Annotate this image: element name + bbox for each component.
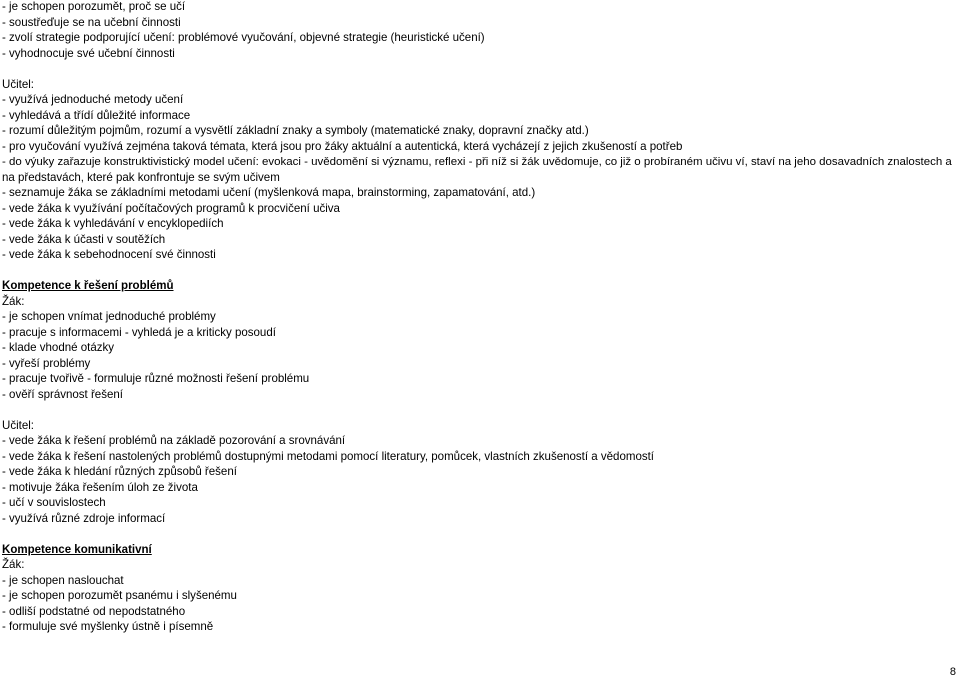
- list-item: - vede žáka k řešení nastolených problémů dostupnými metodami pomocí literatury, pomůcek, vlastních zkušeností a vědomostí: [2, 450, 655, 463]
- list-item: na představách, které pak konfrontuje se svým učivem: [2, 171, 280, 184]
- problem-teacher-label: Učitel:: [2, 419, 34, 432]
- communication-heading: Kompetence komunikativní: [2, 543, 152, 556]
- list-item: - rozumí důležitým pojmům, rozumí a vysvětlí základní znaky a symboly (matematické znaky, dopravní značky atd.): [2, 125, 589, 137]
- list-item: - je schopen porozumět psanému i slyšenému: [2, 590, 237, 602]
- section-communication: [2, 543, 958, 636]
- problem-solving-heading: Kompetence k řešení problémů: [2, 280, 174, 292]
- list-item: - motivuje žáka řešením úloh ze života: [2, 481, 198, 494]
- list-item: - formuluje své myšlenky ústně i písemně: [2, 621, 214, 633]
- section-student-learning: [2, 0, 958, 62]
- list-item: - vede žáka k využívání počítačových programů k procvičení učiva: [2, 202, 340, 215]
- section-problem-solving: [2, 279, 958, 527]
- list-item: - odliší podstatné od nepodstatného: [2, 605, 186, 618]
- list-item: - vyřeší problémy: [2, 357, 91, 370]
- document-body: [2, 0, 958, 636]
- list-item: - klade vhodné otázky: [2, 342, 115, 354]
- teacher-label: Učitel:: [2, 78, 34, 91]
- teacher-learning-list: [2, 93, 958, 264]
- problem-student-list: [2, 310, 958, 403]
- list-item: - vede žáka k vyhledávání v encyklopediích: [2, 218, 224, 230]
- list-item: - pro vyučování využívá zejména taková témata, která jsou pro žáky aktuální a autentická, která vycházejí z jejich zkušeností a potřeb: [2, 140, 683, 153]
- communication-student-list: [2, 574, 958, 636]
- list-item: - vyhledává a třídí důležité informace: [2, 109, 191, 122]
- list-item: - učí v souvislostech: [2, 497, 106, 509]
- list-item: - pracuje s informacemi - vyhledá je a kriticky posoudí: [2, 326, 276, 339]
- list-item: - využívá jednoduché metody učení: [2, 94, 184, 106]
- list-item: - zvolí strategie podporující učení: problémové vyučování, objevné strategie (heuristické učení): [2, 32, 485, 44]
- list-item: - seznamuje žáka se základními metodami učení (myšlenková mapa, brainstorming, zapamatování, atd.): [2, 187, 536, 199]
- section-teacher-learning: [2, 78, 958, 264]
- list-item: - vede žáka k hledání různých způsobů řešení: [2, 466, 237, 478]
- list-item: - pracuje tvořivě - formuluje různé možnosti řešení problému: [2, 373, 310, 385]
- list-item: - je schopen porozumět, proč se učí: [2, 1, 186, 13]
- list-item: - vede žáka k účasti v soutěžích: [2, 233, 166, 246]
- list-item: - do výuky zařazuje konstruktivistický model učení: evokaci - uvědomění si významu, reflexi - při níž si žák uvědomuje, co již o probíraném učivu ví, staví na jeho dosavadních znalostech a: [2, 156, 952, 168]
- list-item: - vede žáka k sebehodnocení své činnosti: [2, 249, 216, 261]
- list-item: - je schopen vnímat jednoduché problémy: [2, 311, 216, 323]
- problem-teacher-list: [2, 434, 958, 527]
- page-number: 8: [949, 666, 956, 678]
- communication-student-label: Žák:: [2, 559, 25, 571]
- list-item: - ověří správnost řešení: [2, 388, 123, 401]
- problem-student-label: Žák:: [2, 295, 25, 308]
- list-item: - vyhodnocuje své učební činnosti: [2, 47, 175, 60]
- list-item: - je schopen naslouchat: [2, 574, 124, 587]
- list-item: - využívá různé zdroje informací: [2, 512, 166, 525]
- list-item: - soustřeďuje se na učební činnosti: [2, 16, 181, 29]
- list-item: - vede žáka k řešení problémů na základě pozorování a srovnávání: [2, 435, 346, 447]
